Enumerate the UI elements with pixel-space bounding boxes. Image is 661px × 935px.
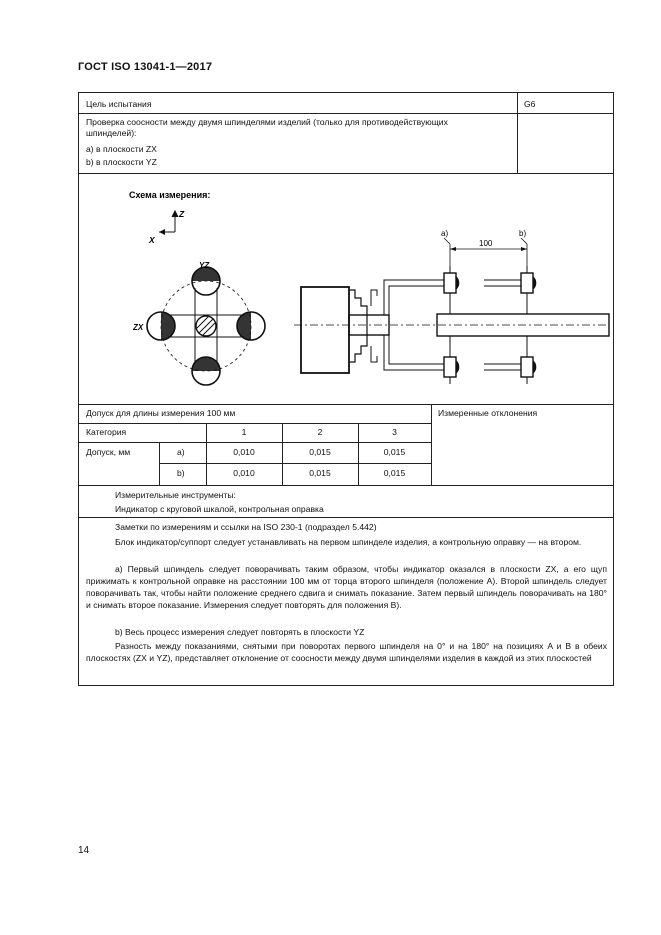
row-a-value-1: 0,010 (233, 447, 255, 457)
notes-paragraph-3: b) Весь процесс измерения следует повторять в плоскости YZ (115, 627, 365, 637)
side-view (294, 238, 609, 384)
row-a-plane: a) (177, 447, 185, 457)
notes-paragraph-1: Блок индикатор/суппорт следует устанавливать на первом шпинделе изделия, а контрольную оправку — на втором. (115, 537, 582, 547)
measured-deviations-label: Измеренные отклонения (438, 408, 538, 418)
notes-paragraph-2: а) Первый шпиндель следует поворачивать таким образом, чтобы индикатор оказался в плоскости ZX, а его щуп прижимать к контрольной оправке на расстоянии 100 мм от торца второго шпинделя (положение А). Второй шпиндель следует поворачивать так, чтобы найти положение среднего сдвига и снимать показание. Затем первый шпиндель поворачивать на 180° и снимать второе показание. Измерения следует повторять для положения В). (86, 564, 607, 610)
notes-title: Заметки по измерениям и ссылки на ISO 230-1 (подраздел 5.442) (115, 522, 377, 532)
diagram-title: Схема измерения: (129, 190, 211, 200)
zx-label: ZX (133, 323, 144, 332)
test-code: G6 (524, 99, 536, 109)
axis-x-label: X (149, 235, 155, 245)
x-arrow-icon (159, 229, 165, 235)
test-sheet-frame (78, 92, 614, 686)
test-description-line1: Проверка соосности между двумя шпинделями изделий (только для противодействующих (86, 117, 448, 127)
tolerance-mm-label: Допуск, мм (86, 447, 131, 457)
row-a-value-2: 0,015 (309, 447, 331, 457)
row-a-value-3: 0,015 (383, 447, 406, 457)
row-b-plane: b) (177, 468, 185, 478)
category-1: 1 (241, 427, 247, 437)
plane-item-a: a) в плоскости ZX (86, 144, 157, 154)
position-a-label: a) (441, 229, 449, 238)
instruments-text: Индикатор с круговой шкалой, контрольная оправка (115, 504, 324, 514)
dim-arrow-right-icon (521, 247, 527, 251)
row-b-value-3: 0,015 (383, 468, 406, 478)
dim-arrow-left-icon (450, 247, 456, 251)
goal-label: Цель испытания (86, 99, 152, 109)
instruments-label: Измерительные инструменты: (115, 490, 236, 500)
tolerance-title: Допуск для длины измерения 100 мм (86, 408, 236, 418)
row-b-value-1: 0,010 (233, 468, 255, 478)
page-number: 14 (78, 845, 90, 856)
test-description-line2: шпинделей): (86, 128, 137, 138)
category-label: Категория (86, 427, 127, 437)
cross-section-view (147, 267, 265, 385)
yz-label: YZ (199, 261, 210, 270)
document-header: ГОСТ ISO 13041-1—2017 (78, 61, 213, 73)
row-b-value-2: 0,015 (309, 468, 331, 478)
category-3: 3 (392, 427, 397, 437)
measurement-diagram (79, 174, 614, 404)
notes-paragraph-4: Разность между показаниями, снятыми при поворотах первого шпинделя на 0° и на 180° на позициях A и B в обеих плоскостях (ZX и YZ), представляет отклонение от соосности между двумя шпинделями изделия в каждой из этих плоскостей (86, 641, 607, 663)
plane-item-b: b) в плоскости YZ (86, 157, 157, 167)
axis-z-label: Z (179, 209, 185, 219)
category-2: 2 (317, 427, 323, 437)
distance-label: 100 (479, 239, 493, 248)
position-b-label: b) (519, 229, 527, 238)
